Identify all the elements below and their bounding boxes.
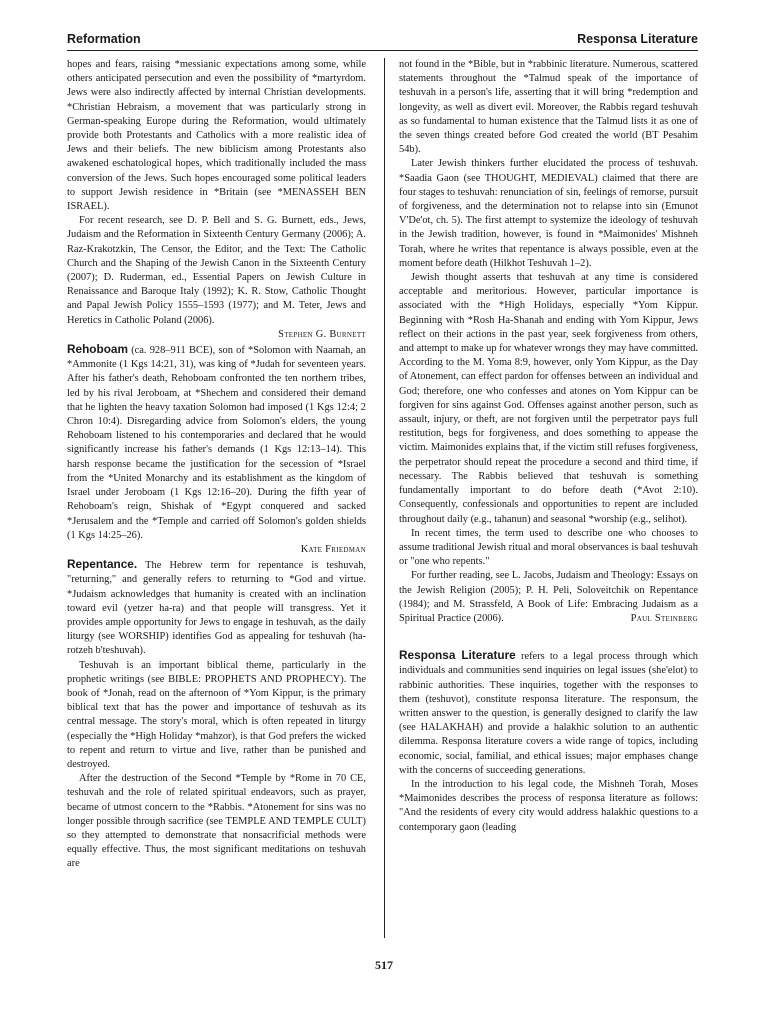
header-left: Reformation: [67, 32, 141, 46]
right-column: [399, 58, 698, 835]
paragraph: hopes and fears, raising *messianic expectations among some, while others anticipated persecution and even the possibility of *martyrdom. Jews were also indirectly affected by internal Christian developments. *Christian Hebraism, a movement that was particularly strong in German-speaking Europe during the Reformation, would ultimately provide both Protestants and Catholics with a more realistic idea of Jews and their beliefs. The new biblicism among Protestants also awakened eschatological hopes, which traditionally included the mass conversion of the Jews. Such hopes encouraged some political leaders to support Jewish residence in *Britain (see *MENASSEH BEN ISRAEL).: [67, 59, 366, 213]
entry-body: refers to a legal process through which individuals and communities send inquiries on legal issues (she'elot) to rabbinic authorities. These inquiries, together with the responses to them (teshuvot), constitute responsa literature. The responsum, the written answer to the question, is generally designed to clarify the law (see HALAKHAH) and provide a halakhic solution to an authentic dilemma. Responsa literature covers a wide range of topics, including economic, social, familial, and ethical issues; major emphases change with the concerns of succeeding generations.: [399, 651, 698, 776]
column-divider: [384, 58, 385, 938]
entry-headword: Responsa Literature: [399, 648, 516, 663]
page-number: 517: [375, 958, 393, 972]
entry-body: (ca. 928–911 BCE), son of *Solomon with Naamah, an *Ammonite (1 Kgs 14:21, 31), was king of *Judah for seventeen years. After his father's death, Rehoboam confronted the ten northern tribes, led by his rival Jeroboam, at *Shechem and considered their demand that he lighten the heavy taxation Solomon had imposed (1 Kgs 12:4; 2 Chron 10:4). Disregarding advice from Solomon's elders, the young Rehoboam listened to his contemporaries and declared that he would significantly increase his father's demands (1 Kgs 12:13–14). This harsh response became the justification for the secession of *Israel from the *United Monarchy and its establishment as the kingdom of Israel under Jeroboam (1 Kgs 12:16–20). During the fifth year of Rehoboam's reign, Shishak of *Egypt conquered and sacked *Jerusalem and the *Temple and carried off Solomon's golden shields (1 Kgs 14:25–26).: [67, 345, 366, 541]
entry-headword: Repentance.: [67, 557, 138, 572]
entry-body: The Hebrew term for repentance is teshuvah, "returning," and generally refers to returning to *God and virtue. *Judaism acknowledges that humanity is created with an inclination toward evil (yetzer ha-ra) and that people will transgress. Yet it provides ample opportunity for Jews to engage in teshuvah, as the daily liturgy (see WORSHIP) identifies God as appealing for teshuvah (ha-rotzeh b'teshuvah).: [67, 560, 366, 657]
left-column: [67, 58, 366, 872]
paragraph: Jewish thought asserts that teshuvah at any time is considered acceptable and meritorious. However, particular importance is associated with the *High Holidays, especially *Yom Kippur. Beginning with *Rosh Ha-Shanah and ending with Yom Kippur, Jews reflect on their actions in the past year, seek forgiveness from others, and attempt to make up for whatever wrongs they may have committed. According to the M. Yoma 8:9, however, only Yom Kippur, as the Day of Atonement, can effect pardon for offenses between an individual and God; therefore, one who confesses and atones on Yom Kippur can be forgiven for sins against God. Offenses against another person, such as assault, injury, or theft, are not forgiven until the perpetrator pays full restitution, begs for forgiveness, and does something to appease the victim. Maimonides explains that, if the victim still refuses forgiveness, the perpetrator should repeat the procedure a second and third time, if necessary. The Rabbis believed that teshuvah is something fundamentally important to do before death (*Avot 2:10). Consequently, confessionals and opportunities to repent are included throughout daily (e.g., tahanun) and seasonal *worship (e.g., selihot).: [399, 272, 698, 525]
entry-repentance: [67, 557, 366, 658]
entry-headword: Rehoboam: [67, 342, 128, 357]
paragraph: not found in the *Bible, but in *rabbinic literature. Numerous, scattered statements throughout the *Talmud speak of the importance of teshuvah in a person's life, asserting that it will bring *redemption and longevity, as well as divert evil. Moreover, the Rabbis regard teshuvah as so fundamental to human existence that the Talmud lists it as one of the seven things created before God created the world (BT Pesahim 54b).: [399, 59, 698, 156]
header-right: Responsa Literature: [577, 32, 698, 46]
entry-rehoboam: [67, 342, 366, 543]
paragraph: In the introduction to his legal code, the Mishneh Torah, Moses *Maimonides describes the process of responsa literature as follows: "And the residents of every city would address halakhic questions to a contemporary gaon (leading: [399, 778, 698, 833]
paragraph: Teshuvah is an important biblical theme, particularly in the prophetic writings (see BIBLE: PROPHETS AND PROPHECY). The book of *Jonah, read on the afternoon of *Yom Kippur, is the primary biblical text that has the power and importance of teshuvah as its central message. The story's moral, which is often repeated in liturgy (especially the *High Holiday *mahzor), is that God prefers the wicked to repent and return to virtue and live, rather than be punished and destroyed.: [67, 659, 366, 770]
paragraph: After the destruction of the Second *Temple by *Rome in 70 CE, teshuvah and the role of related spiritual endeavors, such as prayer, became of utmost concern to the *Rabbis. *Atonement for sins was no longer possible through sacrifice (see TEMPLE AND TEMPLE CULT) so they attempted to demonstrate that nonsacrificial methods were equally effective. Thus, the most significant meditations on teshuvah are: [67, 773, 366, 870]
author-signature: Paul Steinberg: [630, 612, 698, 624]
paragraph: Later Jewish thinkers further elucidated the process of teshuvah. *Saadia Gaon (see THOUGHT, MEDIEVAL) claimed that there are four stages to teshuvah: renunciation of sin, feelings of remorse, pursuit of forgiveness, and the determination not to relapse into sin (Emunot V'De'ot, ch. 5). The first attempt to systemize the ideology of teshuvah in the Jewish tradition, however, is found in *Maimonides' Mishneh Torah, where he writes that repentance is always possible, even at the moment before death (Hilkhot Teshuvah 1–2).: [399, 158, 698, 269]
paragraph: In recent times, the term used to describe one who chooses to assume traditional Jewish ritual and moral observances is baal teshuvah or "one who repents.": [399, 527, 698, 568]
paragraph: For recent research, see D. P. Bell and S. G. Burnett, eds., Jews, Judaism and the Reformation in Sixteenth Century Germany (2006); A. Raz-Krakotzkin, The Censor, the Editor, and the Text: The Catholic Church and the Shaping of the Jewish Canon in the Sixteenth Century (2007); D. Ruderman, ed., Essential Papers on Jewish Culture in Renaissance and Baroque Italy (1992); K. R. Stow, Catholic Thought and Papal Jewish Policy 1555–1593 (1977); and M. Teter, Jews and Heretics in Catholic Poland (2006).: [67, 215, 366, 326]
running-header: [67, 30, 698, 51]
entry-responsa: [399, 648, 698, 778]
author-signature: Kate Friedman: [300, 543, 366, 555]
author-signature: Stephen G. Burnett: [278, 328, 366, 340]
paragraph: [399, 569, 698, 626]
further-reading: For further reading, see L. Jacobs, Judaism and Theology: Essays on the Jewish Religion (2005); P. H. Peli, Soloveitchik on Repentance (1984); and M. Strassfeld, A Book of Life: Embracing Judaism as a Spiritual Practice (2006).: [399, 570, 698, 624]
